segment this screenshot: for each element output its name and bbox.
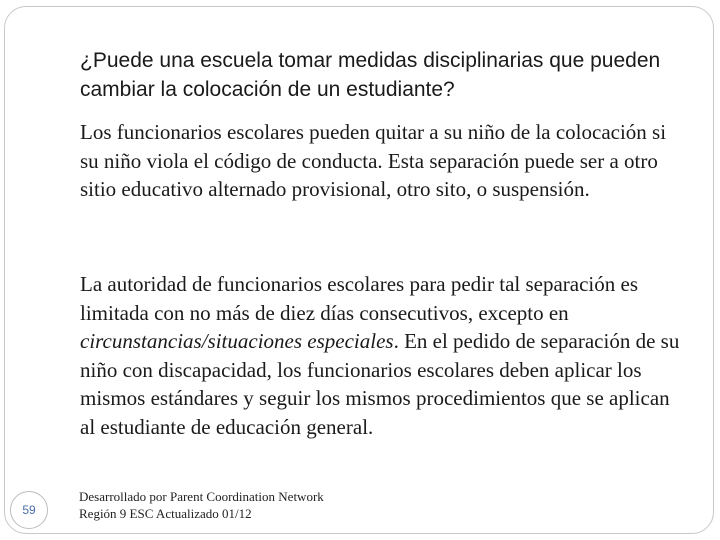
body-paragraph-2 [80,270,686,441]
footer-line-2: Región 9 ESC Actualizado 01/12 [79,506,252,521]
paragraph-2-text-start: La autoridad de funcionarios escolares para pedir tal separación es limitada con no más de diez días consecutivos, excepto en [80,272,638,325]
slide-number: 59 [22,503,36,517]
paragraph-2-italic-phrase: circunstancias/situaciones especiales [80,329,394,353]
body-paragraph-1: Los funcionarios escolares pueden quitar a su niño de la colocación si su niño viola el código de conducta. Esta separación puede ser a otro sitio educativo alternado provisional, otro sito, o suspensión. [80,120,667,201]
footer-line-1: Desarrollado por Parent Coordination Network [79,489,324,504]
paragraph-2-text-end: . En el pedido de separación de su niño con discapacidad, los funcionarios escolares deben aplicar los mismos estándares y seguir los mismos procedimientos que se aplican al estudiante de educación general. [80,329,680,439]
footer [79,488,324,522]
slide-number-badge [10,491,48,529]
slide-title: ¿Puede una escuela tomar medidas disciplinarias que pueden cambiar la colocación de un estudiante? [80,49,661,101]
